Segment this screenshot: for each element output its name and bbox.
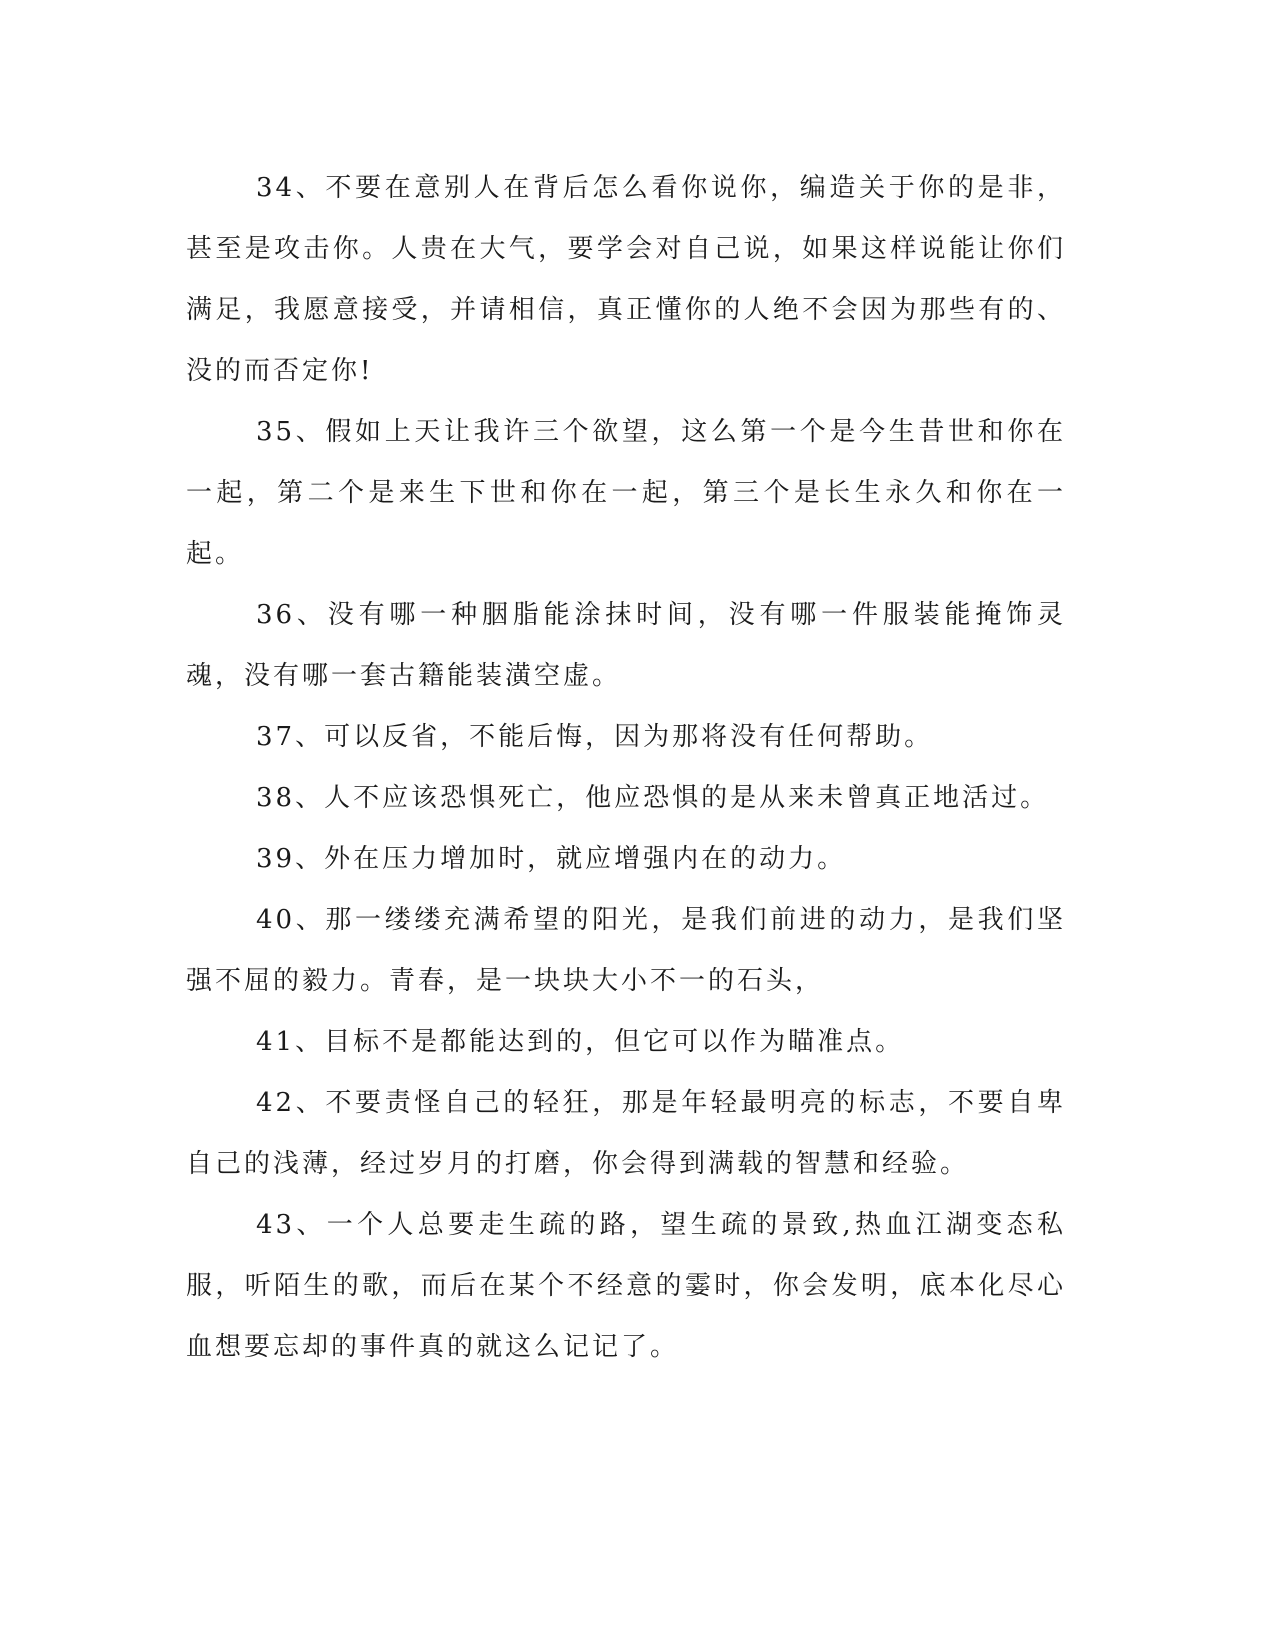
paragraph-40: [186, 890, 1066, 1012]
paragraph-number: 36: [256, 600, 296, 630]
paragraph-text: 、目标不是都能达到的，但它可以作为瞄准点。: [295, 1027, 905, 1057]
paragraph-text: 、不要责怪自己的轻狂，那是年轻最明亮的标志，不要自卑自己的浅薄，经过岁月的打磨，你会得到满载的智慧和经验。: [186, 1088, 1066, 1179]
paragraph-number: 40: [256, 905, 296, 935]
paragraph-42: [186, 1073, 1066, 1195]
paragraph-number: 43: [256, 1210, 296, 1240]
paragraph-text: 、一个人总要走生疏的路，望生疏的景致,热血江湖变态私服，听陌生的歌，而后在某个不经意的霎时，你会发明，底本化尽心血想要忘却的事件真的就这么记记了。: [186, 1210, 1066, 1362]
paragraph-number: 41: [256, 1027, 296, 1057]
paragraph-38: [186, 768, 1066, 829]
document-body: [186, 158, 1066, 1378]
paragraph-35: [186, 402, 1066, 585]
paragraph-number: 38: [256, 783, 296, 813]
paragraph-number: 35: [256, 417, 296, 447]
paragraph-text: 、外在压力增加时，就应增强内在的动力。: [295, 844, 847, 874]
paragraph-text: 、没有哪一种胭脂能涂抹时间，没有哪一件服装能掩饰灵魂，没有哪一套古籍能装潢空虚。: [186, 600, 1066, 691]
paragraph-39: [186, 829, 1066, 890]
paragraph-41: [186, 1012, 1066, 1073]
paragraph-37: [186, 707, 1066, 768]
paragraph-text: 、那一缕缕充满希望的阳光，是我们前进的动力，是我们坚强不屈的毅力。青春，是一块块大小不一的石头，: [186, 905, 1066, 996]
paragraph-text: 、可以反省，不能后悔，因为那将没有任何帮助。: [295, 722, 934, 752]
paragraph-36: [186, 585, 1066, 707]
paragraph-number: 42: [256, 1088, 296, 1118]
paragraph-43: [186, 1195, 1066, 1378]
paragraph-number: 37: [256, 722, 296, 752]
paragraph-text: 、人不应该恐惧死亡，他应恐惧的是从来未曾真正地活过。: [295, 783, 1050, 813]
paragraph-number: 39: [256, 844, 296, 874]
paragraph-34: [186, 158, 1066, 402]
paragraph-text: 、假如上天让我许三个欲望，这么第一个是今生昔世和你在一起，第二个是来生下世和你在一起，第三个是长生永久和你在一起。: [186, 417, 1066, 569]
paragraph-text: 、不要在意别人在背后怎么看你说你，编造关于你的是非，甚至是攻击你。人贵在大气，要学会对自己说，如果这样说能让你们满足，我愿意接受，并请相信，真正懂你的人绝不会因为那些有的、没的而否定你!: [186, 173, 1066, 386]
paragraph-number: 34: [256, 173, 296, 203]
